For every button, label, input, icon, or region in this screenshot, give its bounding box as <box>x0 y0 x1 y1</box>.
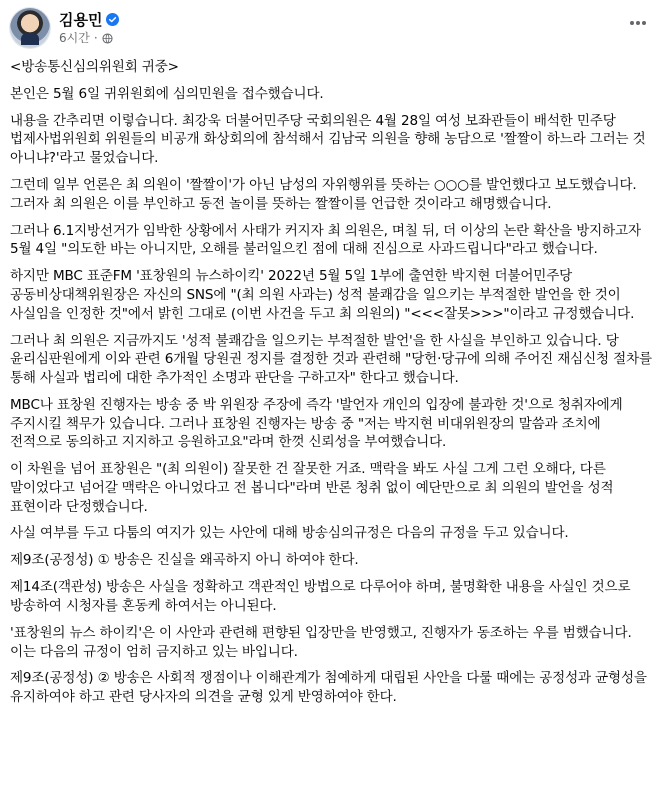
post-paragraph: 그러나 6.1지방선거가 임박한 상황에서 사태가 커지자 최 의원은, 며칠 뒤, 더 이상의 논란 확산을 방지하고자 5월 4일 "의도한 바는 아니지만, 오해를 불러일으킨 점에 대해 진심으로 사과드립니다"라고 했습니다. <box>10 222 641 258</box>
author-block <box>59 11 119 46</box>
post-paragraph: 그러나 최 의원은 지금까지도 '성적 불쾌감을 일으키는 부적절한 발언'을 한 사실을 부인하고 있습니다. 당 윤리심판원에게 이와 관련 6개월 당원권 정지를 결정한 것과 관련해 "당헌·당규에 의해 주어진 재심신청 절차를 통해 사실과 법리에 대한 추가적인 소명과 판단을 구하고자" 한다고 했습니다. <box>10 332 652 386</box>
post-meta <box>59 31 119 46</box>
post-paragraph: 내용을 간추리면 이렇습니다. 최강욱 더불어민주당 국회의원은 4월 28일 여성 보좌관들이 배석한 민주당 법제사법위원회 위원들의 비공개 화상회의에 참석해서 김남국 의원을 향해 농담으로 '짤짤이 하느라 그러는 것 아니냐?'라고 물었습니다. <box>10 112 646 167</box>
name-row <box>59 11 119 29</box>
post-paragraph: 하지만 MBC 표준FM '표창원의 뉴스하이킥' 2022년 5월 5일 1부에 출연한 박지현 더불어민주당 공동비상대책위원장은 자신의 SNS에 "(최 의원 사과는) 성적 불쾌감을 일으키는 부적절한 발언을 한 것이 사실임을 인정한 것"에서 밝힌 그대로 (이번 사건을 두고 최 의원의) "<<<잘못>>>"이라고 규정했습니다. <box>10 268 635 322</box>
post-paragraph: '표창원의 뉴스 하이킥'은 이 사안과 관련해 편향된 입장만을 반영했고, 진행자가 동조하는 우를 범했습니다. 이는 다음의 규정이 엄히 금지하고 있는 바입니다. <box>10 624 632 660</box>
post-paragraph: 제14조(객관성) 방송은 사실을 정확하고 객관적인 방법으로 다루어야 하며, 불명확한 내용을 사실인 것으로 방송하여 시청자를 혼동케 하여서는 아니된다. <box>10 579 631 614</box>
more-options-icon <box>629 20 647 26</box>
author-name[interactable]: 김용민 <box>59 10 103 29</box>
post-paragraph: MBC나 표창원 진행자는 방송 중 박 위원장 주장에 즉각 '발언자 개인의 입장에 불과한 것'으로 청취자에게 주지시킬 책무가 있습니다. 그러나 표창원 진행자는 방송 중 "저는 박지현 비대위원장의 말씀과 조치에 전적으로 동의하고 지지하고 응원하고요"라며 한껏 신뢰성을 부여했습니다. <box>10 396 623 451</box>
more-options-button[interactable] <box>623 12 653 34</box>
verified-badge-icon <box>106 13 119 26</box>
post-paragraph: 본인은 5월 6일 귀위원회에 심의민원을 접수했습니다. <box>10 85 324 102</box>
globe-icon[interactable] <box>102 33 113 44</box>
post-header <box>10 8 119 48</box>
meta-separator: · <box>93 30 98 45</box>
post-paragraph: 사실 여부를 두고 다툼의 여지가 있는 사안에 대해 방송심의규정은 다음의 규정을 두고 있습니다. <box>10 525 569 542</box>
post-paragraph: 이 차원을 넘어 표창원은 "(최 의원이) 잘못한 건 잘못한 거죠. 맥락을 봐도 사실 그게 그런 오해다, 다른 말이었다고 넘어갈 맥락은 아니었다고 전 봅니다"라며 반론 청취 없이 예단만으로 최 의원의 발언을 성적 표현이라 단정했습니다. <box>10 461 614 515</box>
post-paragraph: 제9조(공정성) ② 방송은 사회적 쟁점이나 이해관계가 첨예하게 대립된 사안을 다룰 때에는 공정성과 균형성을 유지하여야 하고 관련 당사자의 의견을 균형 있게 반영하여야 한다. <box>10 670 647 706</box>
post-paragraph: 제9조(공정성) ① 방송은 진실을 왜곡하지 아니 하여야 한다. <box>10 552 359 569</box>
post-timestamp[interactable]: 6시간 <box>59 30 90 45</box>
post-paragraph: <방송통신심의위원회 귀중> <box>10 59 179 75</box>
post-paragraph: 그런데 일부 언론은 최 의원이 '짤짤이'가 아닌 남성의 자위행위를 뜻하는 ○○○를 발언했다고 보도했습니다. 그러자 최 의원은 이를 부인하고 동전 놀이를 뜻하는 짤짤이를 언급한 것이라고 해명했습니다. <box>10 177 637 212</box>
post-body <box>10 58 656 715</box>
avatar[interactable] <box>10 8 50 48</box>
